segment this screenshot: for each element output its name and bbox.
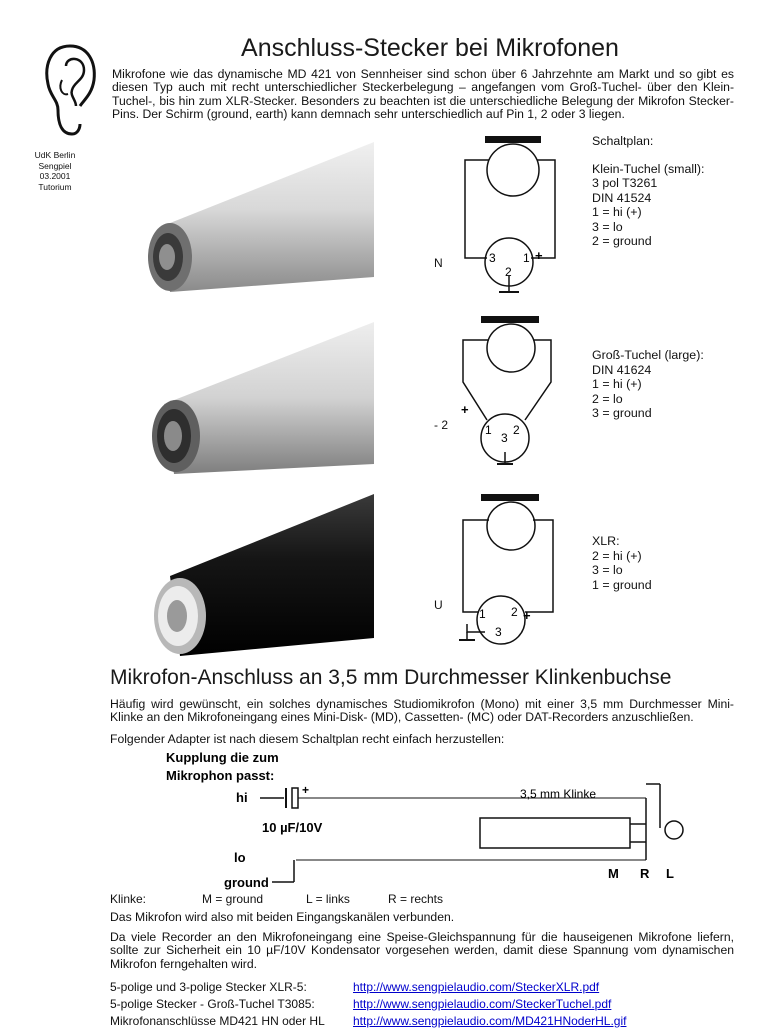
page-title: Anschluss-Stecker bei Mikrofonen bbox=[241, 34, 619, 62]
reference-label: Mikrofonanschlüsse MD421 HN oder HL bbox=[110, 1014, 325, 1028]
plus-label: + bbox=[523, 608, 531, 623]
schematic-heading: Schaltplan: bbox=[592, 134, 654, 148]
reference-label: 5-polige Stecker - Groß-Tuchel T3085: bbox=[110, 997, 315, 1011]
info-line: 1 = hi (+) bbox=[592, 205, 642, 219]
schematic-xlr bbox=[455, 490, 575, 650]
plug-label: 3,5 mm Klinke bbox=[520, 787, 597, 801]
ring-label: R bbox=[640, 866, 650, 881]
hi-label: hi bbox=[236, 790, 248, 805]
capacitor-label: 10 µF/10V bbox=[262, 820, 323, 835]
connector-suffix: - 2 bbox=[434, 418, 449, 432]
microphone-photo-small-tuchel bbox=[140, 132, 374, 300]
plus-label: + bbox=[461, 402, 469, 417]
legend-l: L = links bbox=[306, 892, 350, 906]
connector-info-xlr bbox=[592, 534, 652, 592]
reference-link[interactable]: http://www.sengpielaudio.com/SteckerXLR.pdf bbox=[353, 980, 600, 994]
info-line: 1 = hi (+) bbox=[592, 377, 642, 391]
pin-label: 3 bbox=[489, 251, 496, 265]
reference-label: 5-polige und 3-polige Stecker XLR-5: bbox=[110, 980, 307, 994]
connector-info-large-tuchel bbox=[592, 348, 704, 421]
pin-label: 1 bbox=[485, 423, 492, 437]
adapter-schematic bbox=[160, 748, 700, 893]
info-line: 2 = hi (+) bbox=[592, 548, 642, 563]
section-heading: Mikrofon-Anschluss an 3,5 mm Durchmesser Klinkenbuchse bbox=[110, 666, 672, 689]
connector-suffix: U bbox=[434, 598, 443, 612]
legend-label: Klinke: bbox=[110, 892, 147, 906]
info-line: 3 = ground bbox=[592, 406, 652, 420]
adapter-caption: Mikrophon passt: bbox=[166, 768, 275, 783]
pin-label: 2 bbox=[513, 423, 520, 437]
connector-info-small-tuchel bbox=[592, 134, 704, 249]
info-line: 3 = lo bbox=[592, 563, 623, 577]
intro-paragraph: Mikrofone wie das dynamische MD 421 von Sennheiser sind schon über 6 Jahrzehnte am Markt und so gibt es diesen Typ auch mit recht unterschiedlicher Steckerbelegung – angefangen vom Groß-Tuchel- über den Klein-Tuchel-, bis hin zum XLR-Stecker. Besonders zu beachten ist die unterschiedliche Belegung der Mikrofon Stecker-Pins. Der Schirm (ground, earth) kann demnach sehr unterschiedlich auf Pin 1, 2 oder 3 liegen. bbox=[112, 67, 734, 122]
sidebar-line: Tutorium bbox=[38, 181, 72, 192]
info-line: 2 = ground bbox=[592, 234, 652, 248]
lo-label: lo bbox=[234, 850, 246, 865]
notes-paragraph: Das Mikrofon wird also mit beiden Eingangskanälen verbunden. bbox=[110, 910, 455, 924]
info-line: XLR: bbox=[592, 534, 620, 548]
legend-m: M = ground bbox=[202, 892, 264, 906]
adapter-caption: Kupplung die zum bbox=[166, 750, 279, 765]
sidebar-line: UdK Berlin bbox=[34, 150, 76, 160]
sidebar-line: Sengpiel bbox=[38, 160, 72, 171]
pin-label: 2 bbox=[505, 265, 512, 279]
info-line: DIN 41624 bbox=[592, 362, 652, 377]
sidebar-line: 03.2001 bbox=[39, 171, 71, 181]
info-line: 2 = lo bbox=[592, 391, 623, 406]
microphone-photo-large-tuchel bbox=[140, 314, 374, 482]
schematic-small-tuchel bbox=[455, 130, 575, 300]
info-line: 3 pol T3261 bbox=[592, 176, 658, 190]
tip-label: L bbox=[666, 866, 674, 881]
pin-label: 1 bbox=[523, 251, 530, 265]
pin-label: 2 bbox=[511, 605, 518, 619]
info-line: 3 = lo bbox=[592, 219, 623, 234]
schematic-large-tuchel bbox=[455, 312, 575, 472]
info-line: Klein-Tuchel (small): bbox=[592, 161, 705, 176]
legend-r: R = rechts bbox=[388, 892, 444, 906]
info-line: Groß-Tuchel (large): bbox=[592, 348, 704, 362]
sidebar-info bbox=[30, 150, 80, 192]
notes-paragraph: Da viele Recorder an den Mikrofoneingang eine Speise-Gleichspannung für die hauseigenen Mikrofone liefern, sollte zur Sicherheit ein 10 µF/10V Kondensator vorgesehen werden, damit diese Spannung vom dynamischen Mikrofon ferngehalten wird. bbox=[110, 930, 734, 971]
connector-suffix: N bbox=[434, 256, 443, 270]
reference-link[interactable]: http://www.sengpielaudio.com/SteckerTuchel.pdf bbox=[353, 997, 612, 1011]
plus-label: + bbox=[302, 783, 310, 797]
plus-label: + bbox=[535, 248, 543, 263]
pin-label: 3 bbox=[495, 625, 502, 639]
pin-label: 1 bbox=[479, 607, 486, 621]
section-paragraph: Häufig wird gewünscht, ein solches dynamisches Studiomikrofon (Mono) mit einer 3,5 mm Durchmesser Mini-Klinke an den Mikrofoneingang eines Mini-Disk- (MD), Cassetten- (MC) oder DAT-Recorders anzuschließen. bbox=[110, 697, 734, 725]
ground-label: ground bbox=[224, 875, 269, 890]
microphone-photo-xlr bbox=[140, 488, 374, 658]
sleeve-label: M bbox=[608, 866, 619, 881]
pin-label: 3 bbox=[501, 431, 508, 445]
info-line: DIN 41524 bbox=[592, 190, 652, 205]
info-line: 1 = ground bbox=[592, 577, 652, 592]
section-paragraph: Folgender Adapter ist nach diesem Schaltplan recht einfach herzustellen: bbox=[110, 732, 505, 746]
reference-link[interactable]: http://www.sengpielaudio.com/MD421HNoderHL.gif bbox=[353, 1014, 627, 1028]
